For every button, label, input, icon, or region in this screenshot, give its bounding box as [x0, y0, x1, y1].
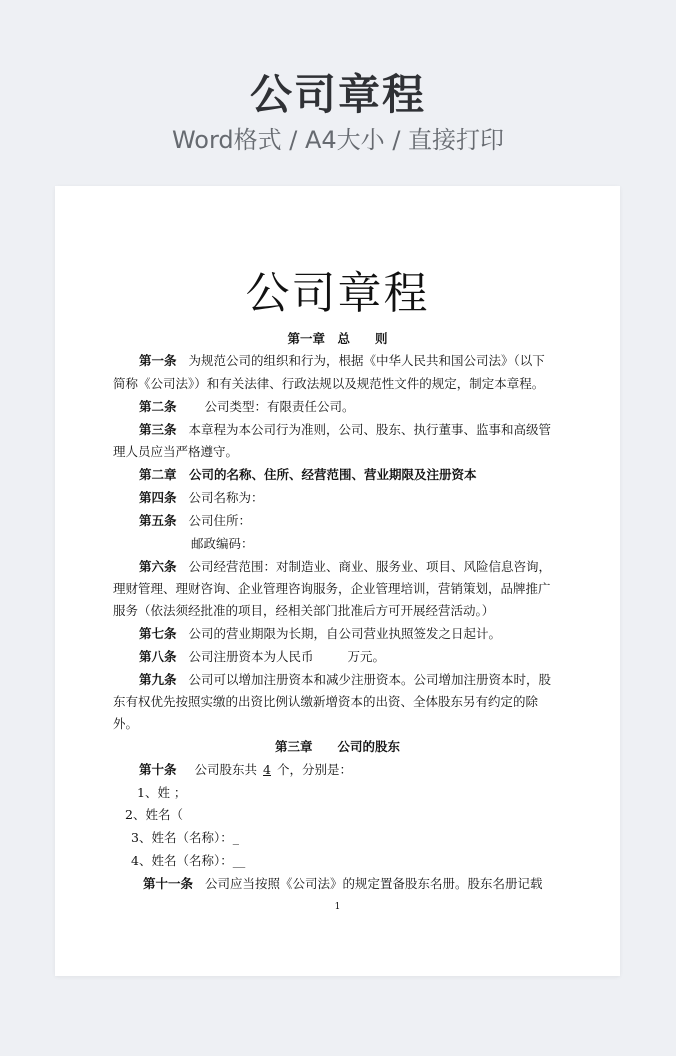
article-1-text: 为规范公司的组织和行为，根据《中华人民共和国公司法》（以下 — [188, 353, 545, 368]
article-9-line-2: 东有权优先按照实缴的出资比例认缴新增资本的出资、全体股东另有约定的除 — [113, 694, 539, 709]
article-8 — [139, 647, 385, 667]
document-title: 公司章程 — [245, 268, 430, 319]
article-11 — [143, 874, 543, 894]
shareholder-3: 3、姓名（名称）：_ — [131, 830, 239, 845]
article-1-label: 第一条 — [139, 353, 177, 368]
promo-subtitle: Word格式 / A4大小 / 直接打印 — [171, 126, 505, 154]
shareholder-2: 2、姓名（ — [125, 807, 183, 822]
article-1-line-1 — [139, 351, 545, 371]
article-6-line-3: 服务（依法须经批准的项目，经相关部门批准后方可开展经营活动。） — [113, 603, 495, 618]
article-7-text: 公司的营业期限为长期，自公司营业执照签发之日起计。 — [188, 626, 502, 641]
article-4-text: 公司名称为： — [188, 490, 264, 505]
article-11-text: 公司应当按照《公司法》的规定置备股东名册。股东名册记载 — [205, 876, 543, 891]
chapter-2-heading: 第二章 公司的名称、住所、经营范围、营业期限及注册资本 — [139, 467, 477, 482]
chapter-1-heading: 第一章 总 则 — [287, 331, 388, 346]
shareholder-4: 4、姓名（名称）：__ — [131, 853, 246, 868]
article-5-text: 公司住所： — [188, 513, 252, 528]
article-8-label: 第八条 — [139, 649, 177, 664]
article-10-text: 公司股东共 — [194, 762, 258, 777]
article-8-unit: 万元。 — [347, 649, 386, 664]
article-9-label: 第九条 — [139, 672, 177, 687]
article-2 — [139, 397, 355, 417]
article-3-line-2: 理人员应当严格遵守。 — [113, 444, 239, 459]
article-2-text: 公司类型：有限责任公司。 — [204, 399, 355, 414]
article-10-text-2: 个，分别是： — [276, 762, 352, 777]
article-9-line-3: 外。 — [113, 716, 139, 731]
article-6-line-2: 理财管理、理财咨询、企业管理咨询服务，企业管理培训，营销策划，品牌推广 — [113, 581, 551, 596]
shareholder-1: 1、姓 ； — [137, 785, 187, 800]
article-9-line-1 — [139, 670, 551, 690]
article-4 — [139, 488, 264, 508]
page-number: 1 — [334, 902, 341, 912]
document-page — [55, 186, 620, 976]
article-3-line-1 — [139, 420, 551, 440]
article-2-label: 第二条 — [139, 399, 177, 414]
article-6-label: 第六条 — [139, 559, 177, 574]
chapter-3-heading: 第三章 公司的股东 — [274, 739, 400, 754]
article-7 — [139, 624, 501, 644]
article-9-text: 公司可以增加注册资本和减少注册资本。公司增加注册资本时，股 — [188, 672, 552, 687]
article-6-text: 公司经营范围：对制造业、商业、服务业、项目、风险信息咨询， — [188, 559, 552, 574]
article-1-line-2: 简称《公司法》）和有关法律、行政法规以及规范性文件的规定，制定本章程。 — [113, 376, 545, 391]
article-5-label: 第五条 — [139, 513, 177, 528]
article-3-text: 本章程为本公司行为准则，公司、股东、执行董事、监事和高级管 — [188, 422, 552, 437]
postcode-line: 邮政编码： — [191, 536, 254, 551]
article-3-label: 第三条 — [139, 422, 177, 437]
promo-header — [0, 0, 676, 186]
article-10-label: 第十条 — [139, 762, 177, 777]
article-4-label: 第四条 — [139, 490, 177, 505]
article-6-line-1 — [139, 557, 551, 577]
article-11-label: 第十一条 — [143, 876, 194, 891]
article-7-label: 第七条 — [139, 626, 177, 641]
article-8-text: 公司注册资本为人民币 — [188, 649, 314, 664]
article-5 — [139, 511, 251, 531]
promo-title: 公司章程 — [249, 70, 426, 119]
article-10 — [139, 760, 352, 780]
shareholder-count: 4 — [263, 762, 271, 777]
